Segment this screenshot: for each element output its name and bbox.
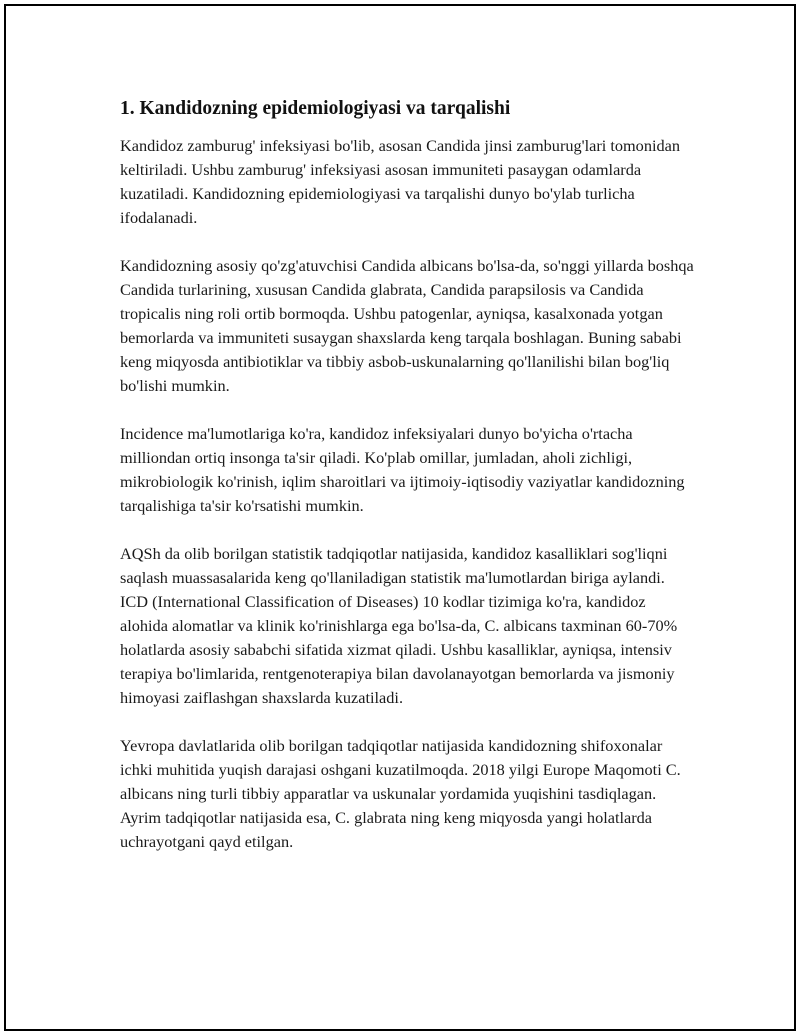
paragraph-incidence: Incidence ma'lumotlariga ko'ra, kandidoz infeksiyalari dunyo bo'yicha o'rtacha milliondan ortiq insonga ta'sir qiladi. Ko'plab omillar, jumladan, aholi zichligi, mikrobiologik ko'rinish, iqlim sharoitlari va ijtimoiy-iqtisodiy vaziyatlar kandidozning tarqalishiga ta'sir ko'rsatishi mumkin. — [120, 424, 685, 515]
document-body — [120, 96, 694, 878]
paragraph-usa-statistics: AQSh da olib borilgan statistik tadqiqotlar natijasida, kandidoz kasalliklari sog'liqni saqlash muassasalarida keng qo'llaniladigan statistik ma'lumotlardan biriga aylandi. ICD (International Classification of Diseases) 10 kodlar tizimiga ko'ra, kandidoz alohida alomatlar va klinik ko'rinishlarga ega bo'lsa-da, C. albicans taxminan 60-70% holatlarda asosiy sababchi sifatida xizmat qiladi. Ushbu kasalliklar, ayniqsa, intensiv terapiya bo'limlarida, rentgenoterapiya bilan davolanayotgan bemorlarda va jismoniy himoyasi zaiflashgan shaxslarda kuzatiladi. — [120, 544, 678, 707]
paragraph-intro: Kandidoz zamburug' infeksiyasi bo'lib, asosan Candida jinsi zamburug'lari tomonidan keltiriladi. Ushbu zamburug' infeksiyasi asosan immuniteti pasaygan odamlarda kuzatiladi. Kandidozning epidemiologiyasi va tarqalishi dunyo bo'ylab turlicha ifodalanadi. — [120, 136, 680, 227]
paragraph-europe-studies: Yevropa davlatlarida olib borilgan tadqiqotlar natijasida kandidozning shifoxonalar ichki muhitida yuqish darajasi oshgani kuzatilmoqda. 2018 yilgi Europe Maqomoti C. albicans ning turli tibbiy apparatlar va uskunalar yordamida yuqishini tasdiqlagan. Ayrim tadqiqotlar natijasida esa, C. glabrata ning keng miqyosda yangi holatlarda uchrayotgani qayd etilgan. — [120, 736, 681, 851]
paragraph-candida-species: Kandidozning asosiy qo'zg'atuvchisi Candida albicans bo'lsa-da, so'nggi yillarda boshqa Candida turlarining, xususan Candida glabrata, Candida parapsilosis va Candida tropicalis ning roli ortib bormoqda. Ushbu patogenlar, ayniqsa, kasalxonada yotgan bemorlarda va immuniteti susaygan shaxslarda keng tarqala boshlagan. Buning sababi keng miqyosda antibiotiklar va tibbiy asbob-uskunalarning qo'llanilishi bilan bog'liq bo'lishi mumkin. — [120, 256, 694, 395]
section-heading: 1. Kandidozning epidemiologiyasi va tarqalishi — [120, 98, 511, 119]
page-frame — [4, 4, 796, 1031]
